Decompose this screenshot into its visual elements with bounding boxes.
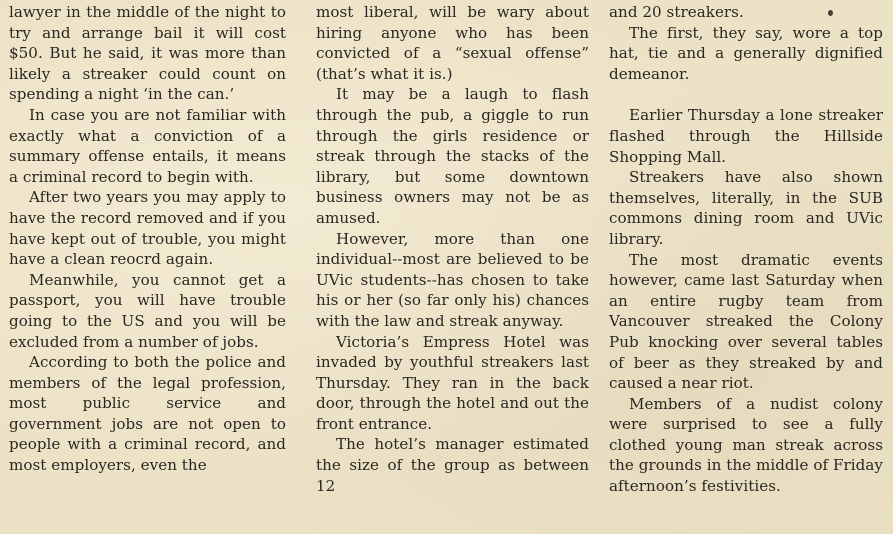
article-paragraph: Earlier Thursday a lone streaker flashed through the Hillside Shopping Mall.	[609, 106, 883, 166]
article-paragraph: The first, they say, wore a top hat, tie and a generally dignified demeanor.	[609, 23, 883, 83]
article-column-2	[316, 2, 589, 496]
article-paragraph: The hotel’s manager estimated the size of the group as between 12	[316, 435, 589, 495]
article-column-3	[609, 2, 883, 497]
article-paragraph: The most dramatic events however, came last Saturday when an entire rugby team from Vancouver streaked the Colony Pub knocking over several tables of beer as they streaked by and caused a near riot.	[609, 250, 883, 393]
article-paragraph: Streakers have also shown themselves, literally, in the SUB commons dining room and UVic library.	[609, 168, 883, 248]
article-paragraph: However, more than one individual--most are believed to be UVic students--has chosen to take his or her (so far only his) chances with the law and streak anyway.	[316, 229, 589, 330]
ink-speck	[828, 10, 833, 16]
article-paragraph: and 20 streakers.	[609, 3, 744, 21]
article-paragraph: After two years you may apply to have the record removed and if you have kept out of trouble, you might have a clean reocrd again.	[9, 188, 286, 269]
article-paragraph: According to both the police and members of the legal profession, most public service and government jobs are not open to people with a criminal record, and most employers, even the	[9, 353, 286, 475]
article-column-1	[9, 2, 286, 476]
article-paragraph: It may be a laugh to flash through the pub, a giggle to run through the girls residence or streak through the stacks of the library, but some downtown business owners may not be as amused.	[316, 85, 589, 227]
article-paragraph: most liberal, will be wary about hiring anyone who has been convicted of a “sexual offense” (that’s what it is.)	[316, 3, 589, 83]
article-paragraph: Members of a nudist colony were surprised to see a fully clothed young man streak across the grounds in the middle of Friday afternoon’s festivities.	[609, 394, 883, 496]
article-paragraph: lawyer in the middle of the night to try and arrange bail it will cost $50. But he said, it was more than likely a streaker could count on spending a night ‘in the can.’	[9, 3, 286, 104]
article-paragraph: Meanwhile, you cannot get a passport, you will have trouble going to the US and you will be excluded from a number of jobs.	[9, 270, 286, 351]
article-paragraph: Victoria’s Empress Hotel was invaded by youthful streakers last Thursday. They ran in the back door, through the hotel and out the front entrance.	[316, 332, 589, 433]
article-paragraph: In case you are not familiar with exactly what a conviction of a summary offense entails, it means a criminal record to begin with.	[9, 105, 286, 186]
